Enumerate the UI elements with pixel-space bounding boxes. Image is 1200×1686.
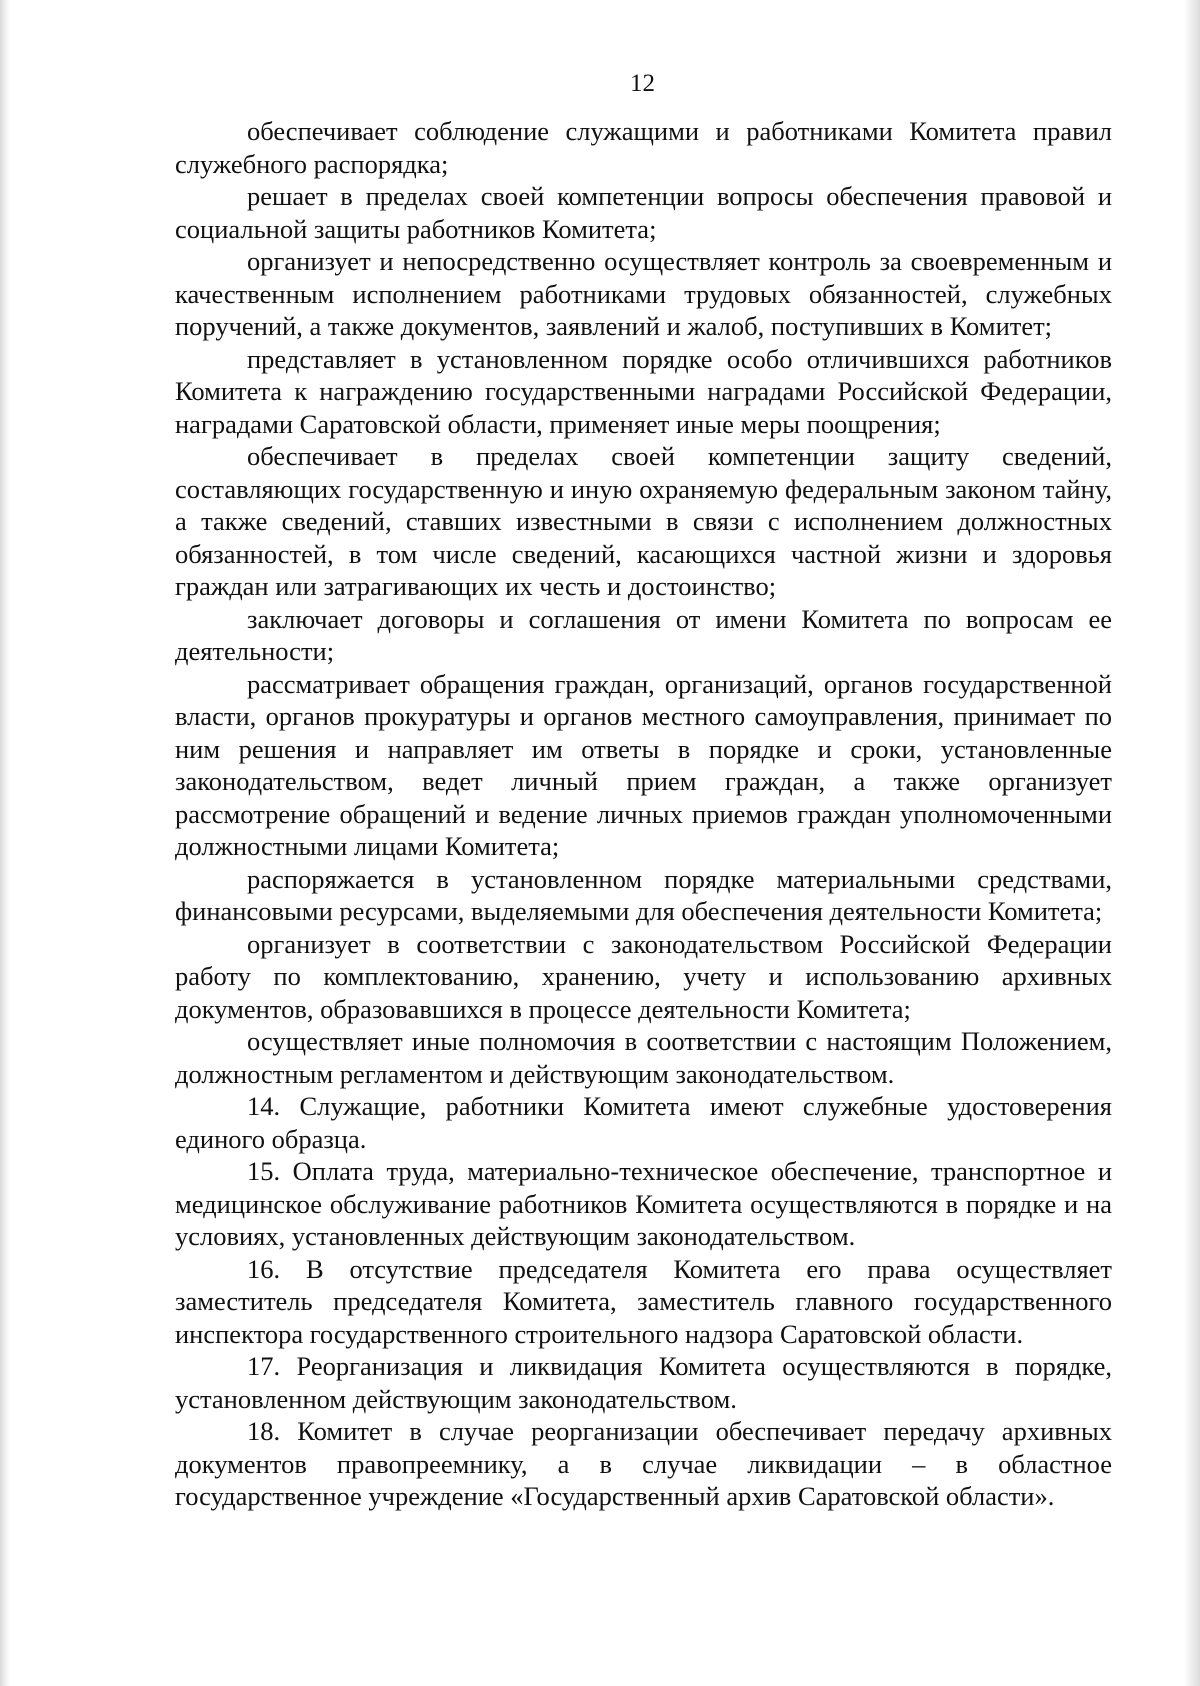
paragraph-17: 17. Реорганизация и ликвидация Комитета осуществляются в порядке, установленном действующим законодательством.	[175, 1351, 1112, 1414]
paragraph-18: 18. Комитет в случае реорганизации обеспечивает передачу архивных документов правопреемнику, а в случае ликвидации – в областное государственное учреждение «Государственный архив Саратовской области».	[175, 1416, 1112, 1511]
paragraph: обеспечивает соблюдение служащими и работниками Комитета правил служебного распорядка;	[175, 116, 1112, 179]
paragraph: распоряжается в установленном порядке материальными средствами, финансовыми ресурсами, выделяемыми для обеспечения деятельности Комитета;	[175, 863, 1112, 926]
paragraph: заключает договоры и соглашения от имени Комитета по вопросам ее деятельности;	[175, 603, 1112, 666]
paragraph: рассматривает обращения граждан, организаций, органов государственной власти, органов прокуратуры и органов местного самоуправления, принимает по ним решения и направляет им ответы в порядке и сроки, установленные законодательством, ведет личный прием граждан, а также организует рассмотрение обращений и ведение личных приемов граждан уполномоченными должностными лицами Комитета;	[175, 668, 1112, 861]
scan-edge-right	[1184, 0, 1200, 1686]
paragraph: представляет в установленном порядке особо отличившихся работников Комитета к награждению государственными наградами Российской Федерации, наградами Саратовской области, применяет иные меры поощрения;	[175, 343, 1112, 439]
paragraph-14: 14. Служащие, работники Комитета имеют служебные удостоверения единого образца.	[175, 1091, 1112, 1154]
paragraph: организует в соответствии с законодательством Российской Федерации работу по комплектованию, хранению, учету и использованию архивных документов, образовавшихся в процессе деятельности Комитета;	[175, 928, 1112, 1024]
paragraph-16: 16. В отсутствие председателя Комитета его права осуществляет заместитель председателя Комитета, заместитель главного государственного инспектора государственного строительного надзора Саратовской области.	[175, 1253, 1112, 1349]
paragraph: осуществляет иные полномочия в соответствии с настоящим Положением, должностным регламентом и действующим законодательством.	[175, 1026, 1112, 1089]
paragraph: организует и непосредственно осуществляет контроль за своевременным и качественным исполнением работниками трудовых обязанностей, служебных поручений, а также документов, заявлений и жалоб, поступивших в Комитет;	[175, 246, 1112, 341]
paragraph: обеспечивает в пределах своей компетенции защиту сведений, составляющих государственную и иную охраняемую федеральным законом тайну, а также сведений, ставших известными в связи с исполнением должностных обязанностей, в том числе сведений, касающихся частной жизни и здоровья граждан или затрагивающих их честь и достоинство;	[175, 441, 1112, 601]
scan-edge-left	[0, 0, 10, 1686]
page-number: 12	[630, 70, 655, 97]
document-body	[175, 115, 1112, 1513]
paragraph: решает в пределах своей компетенции вопросы обеспечения правовой и социальной защиты работников Комитета;	[175, 181, 1112, 244]
paragraph-15: 15. Оплата труда, материально-техническое обеспечение, транспортное и медицинское обслуживание работников Комитета осуществляются в порядке и на условиях, установленных действующим законодательством.	[175, 1156, 1112, 1251]
